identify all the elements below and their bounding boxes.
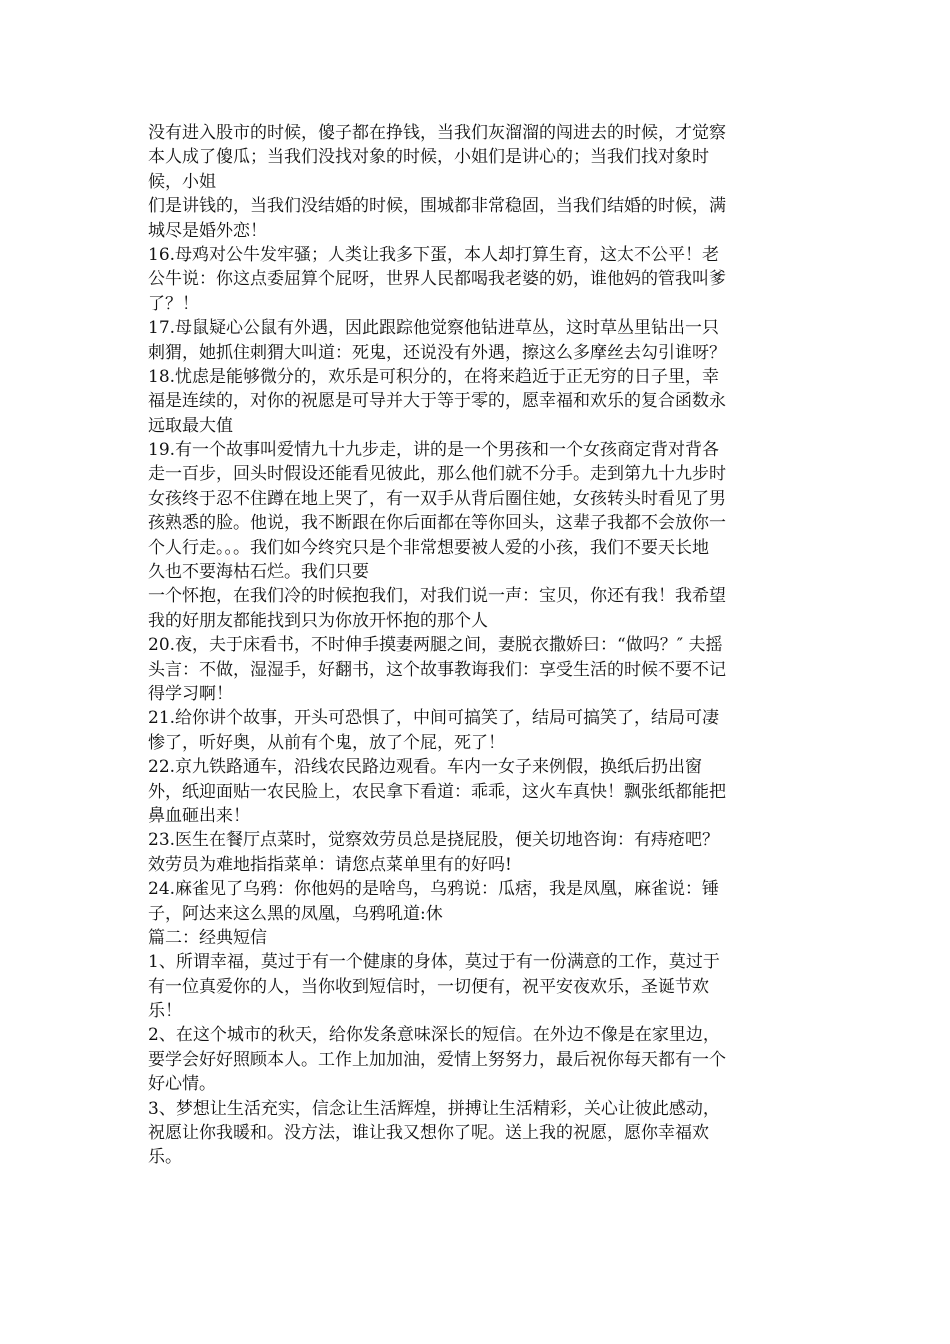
text-line: 头言：不做，湿湿手，好翻书，这个故事教诲我们：享受生活的时候不要不记 <box>148 659 726 680</box>
text-line: 3、梦想让生活充实，信念让生活辉煌，拼搏让生活精彩，关心让彼此感动， <box>148 1098 720 1119</box>
text-line: 公牛说：你这点委屈算个屁呀，世界人民都喝我老婆的奶，谁他妈的管我叫爹 <box>148 269 726 290</box>
text-line: 们是讲钱的，当我们没结婚的时候，围城都非常稳固，当我们结婚的时候，满 <box>148 196 726 217</box>
text-line: 候，小姐 <box>148 171 216 192</box>
text-line: 个人行走。。。我们如今终究只是个非常想要被人爱的小孩，我们不要天长地 <box>148 537 709 558</box>
section-heading: 篇二：经典短信 <box>148 927 267 948</box>
text-line: 20.夜，夫于床看书，不时伸手摸妻两腿之间，妻脱衣撒娇曰：“做吗？″ 夫摇 <box>148 635 723 656</box>
text-line: 乐！ <box>148 1001 182 1022</box>
text-line: 久也不要海枯石烂。我们只要 <box>148 562 369 583</box>
document-body <box>148 121 806 1170</box>
text-line: 有一位真爱你的人，当你收到短信时，一切便有，祝平安夜欢乐，圣诞节欢 <box>148 976 709 997</box>
text-line: 没有进入股市的时候，傻子都在挣钱，当我们灰溜溜的闯进去的时候，才觉察 <box>148 123 726 143</box>
text-line: 外，纸迎面贴一农民脸上，农民拿下看道：乖乖，这火车真快！飘张纸都能把 <box>148 781 726 802</box>
text-line: 得学习啊！ <box>148 683 233 704</box>
text-line: 23.医生在餐厅点菜时，觉察效劳员总是挠屁股，便关切地咨询：有痔疮吧？ <box>148 830 720 851</box>
text-line: 要学会好好照顾本人。工作上加加油，爱情上努努力，最后祝你每天都有一个 <box>148 1049 726 1070</box>
text-line: 刺猬，她抓住刺猬大叫道：死鬼，还说没有外遇，擦这么多摩丝去勾引谁呀？ <box>148 342 726 363</box>
text-line: 乐。 <box>148 1147 182 1168</box>
text-line: 21.给你讲个故事，开头可恐惧了，中间可搞笑了，结局可搞笑了，结局可凄 <box>148 708 720 729</box>
text-line: 效劳员为难地指指菜单：请您点菜单里有的好吗! <box>148 854 512 875</box>
text-line: 16.母鸡对公牛发牢骚；人类让我多下蛋，本人却打算生育，这太不公平！老 <box>148 244 720 265</box>
text-line: 祝愿让你我暖和。没方法，谁让我又想你了呢。送上我的祝愿，愿你幸福欢 <box>148 1123 709 1144</box>
text-line: 惨了，听好奥，从前有个鬼，放了个屁，死了！ <box>148 732 505 753</box>
text-line: 18.忧虑是能够微分的，欢乐是可积分的，在将来趋近于正无穷的日子里，幸 <box>148 366 720 387</box>
text-line: 城尽是婚外恋！ <box>148 220 267 241</box>
text-line: 走一百步，回头时假设还能看见彼此，那么他们就不分手。走到第九十九步时 <box>148 464 726 485</box>
text-line: 福是连续的，对你的祝愿是可导并大于等于零的，愿幸福和欢乐的复合函数永 <box>148 391 726 412</box>
text-line: 女孩终于忍不住蹲在地上哭了，有一双手从背后圈住她，女孩转头时看见了男 <box>148 488 726 509</box>
text-line: 1、所谓幸福，莫过于有一个健康的身体，莫过于有一份满意的工作，莫过于 <box>148 952 720 973</box>
text-line: 22.京九铁路通车，沿线农民路边观看。车内一女子来例假，换纸后扔出窗 <box>148 757 703 778</box>
text-line: 本人成了傻瓜；当我们没找对象的时候，小姐们是讲心的；当我们找对象时 <box>148 147 709 168</box>
text-line: 19.有一个故事叫爱情九十九步走，讲的是一个男孩和一个女孩商定背对背各 <box>148 440 720 461</box>
text-line: 了？！ <box>148 293 199 314</box>
text-line: 子，阿达来这么黑的凤凰，乌鸦吼道:休 <box>148 903 443 924</box>
text-line: 2、在这个城市的秋天，给你发条意味深长的短信。在外边不像是在家里边， <box>148 1025 720 1046</box>
text-line: 鼻血砸出来！ <box>148 805 250 826</box>
text-line: 17.母鼠疑心公鼠有外遇，因此跟踪他觉察他钻进草丛，这时草丛里钻出一只 <box>148 318 720 339</box>
text-line: 我的好朋友都能找到只为你放开怀抱的那个人 <box>148 610 488 631</box>
text-line: 一个怀抱，在我们冷的时候抱我们，对我们说一声：宝贝，你还有我！我希望 <box>148 586 726 607</box>
text-line: 好心情。 <box>148 1074 216 1095</box>
text-line: 孩熟悉的脸。他说，我不断跟在你后面都在等你回头，这辈子我都不会放你一 <box>148 513 726 534</box>
text-line: 24.麻雀见了乌鸦：你他妈的是啥鸟，乌鸦说：瓜痞，我是凤凰，麻雀说：锤 <box>148 879 720 900</box>
text-line: 远取最大值 <box>148 415 233 436</box>
